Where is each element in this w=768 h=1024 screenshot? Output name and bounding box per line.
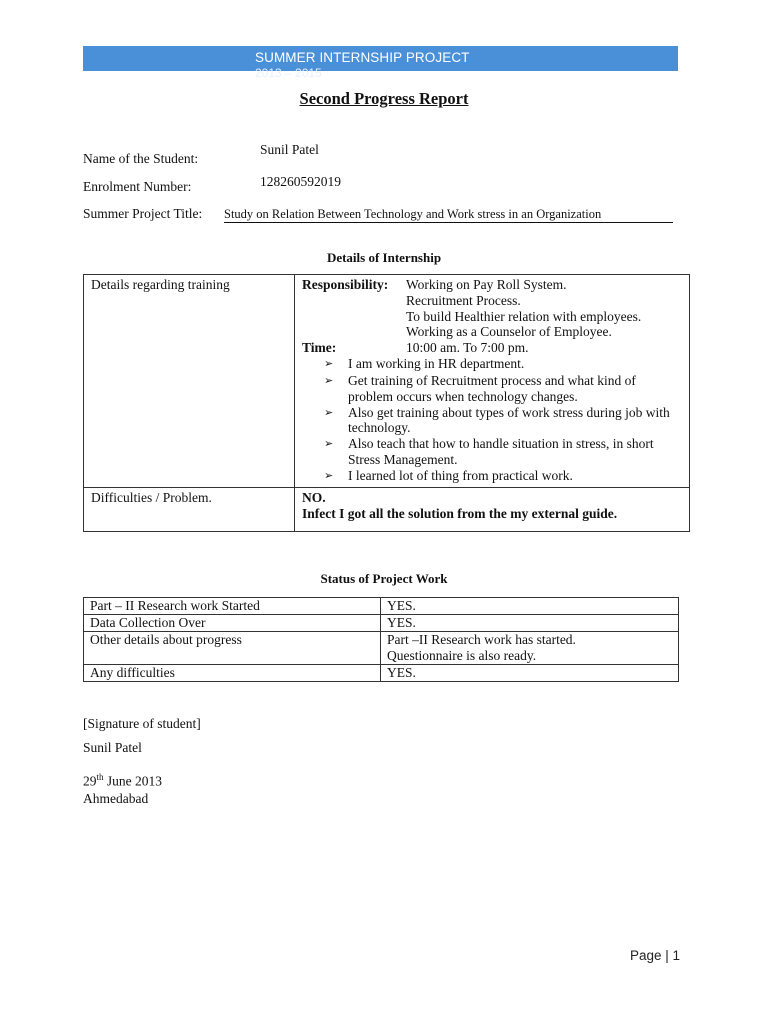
time-block [302,340,682,356]
bullet-text: Also get training about types of work stress during job with technology. [348,404,670,436]
status-heading: Status of Project Work [320,571,448,586]
header-banner [83,46,678,80]
arrow-bullet-icon: ➢ [324,438,334,451]
date-suffix: th [96,772,104,782]
training-label-cell [84,275,295,488]
responsibility-list [406,277,641,340]
table-row [84,632,679,665]
bullet-text: Get training of Recruitment process and what kind of problem occurs when technology changes. [348,372,636,404]
status-item: Part – II Research work Started [84,598,381,615]
time-label: Time: [302,340,337,356]
status-item: Other details about progress [84,632,381,665]
responsibility-item: Recruitment Process. [406,292,521,308]
internship-heading: Details of Internship [326,250,442,265]
student-name-label: Name of the Student: [83,151,199,166]
list-item [324,468,682,486]
difficulties-value-cell [295,487,690,531]
difficulties-answer: NO. [302,489,326,505]
table-row [84,665,679,682]
report-title: Second Progress Report [299,89,469,108]
status-item: Data Collection Over [84,615,381,632]
difficulties-note: Infect I got all the solution from the my external guide. [302,505,618,521]
difficulties-row [84,487,690,531]
training-row [84,275,690,488]
bullet-text: I learned lot of thing from practical work. [348,467,573,483]
arrow-bullet-icon: ➢ [324,469,334,482]
responsibility-block [302,277,682,340]
status-value: Part –II Research work has started. [387,632,576,647]
responsibility-item: To build Healthier relation with employees. [406,308,642,324]
signature-place: Ahmedabad [83,791,149,806]
table-row [84,598,679,615]
project-title-text: Study on Relation Between Technology and Work stress in an Organization [224,207,602,221]
list-item [324,356,682,373]
arrow-bullet-icon: ➢ [324,358,334,371]
bullet-text: I am working in HR department. [348,356,525,372]
enrolment-value: 128260592019 [260,174,341,189]
time-value: 10:00 am. To 7:00 pm. [406,340,529,356]
enrolment-label: Enrolment Number: [83,179,192,194]
list-item [324,405,682,437]
training-details-cell [295,275,690,488]
status-value: YES. [381,615,679,632]
training-label: Details regarding training [91,277,230,292]
date-rest: June 2013 [103,773,163,789]
date-day: 29 [83,773,97,789]
status-table [83,597,679,682]
signature-label: [Signature of student] [83,716,201,731]
student-name-value: Sunil Patel [260,142,319,157]
responsibility-item: Working on Pay Roll System. [406,277,567,292]
list-item [324,436,682,468]
internship-table [83,274,690,532]
responsibility-label: Responsibility: [302,277,389,292]
banner-subtitle: 2013 – 2015 [255,66,322,80]
difficulties-label: Difficulties / Problem. [91,489,212,505]
banner-title: SUMMER INTERNSHIP PROJECT [255,50,470,65]
project-title-label: Summer Project Title: [83,206,203,221]
page-number: Page | 1 [629,948,680,963]
responsibility-item: Working as a Counselor of Employee. [406,324,612,340]
status-value-extra: Questionnaire is also ready. [387,648,537,663]
status-value-cell [381,632,679,665]
list-item [324,373,682,405]
arrow-bullet-icon: ➢ [324,374,334,387]
difficulties-label-cell [84,487,295,531]
status-item: Any difficulties [84,665,381,682]
bullet-text: Also teach that how to handle situation in stress, in short Stress Management. [348,436,654,467]
signature-date [83,772,162,790]
arrow-bullet-icon: ➢ [324,406,334,419]
status-value: YES. [381,598,679,615]
signature-name: Sunil Patel [83,740,142,755]
table-row [84,615,679,632]
project-title-value [224,207,673,223]
status-value: YES. [381,665,679,682]
